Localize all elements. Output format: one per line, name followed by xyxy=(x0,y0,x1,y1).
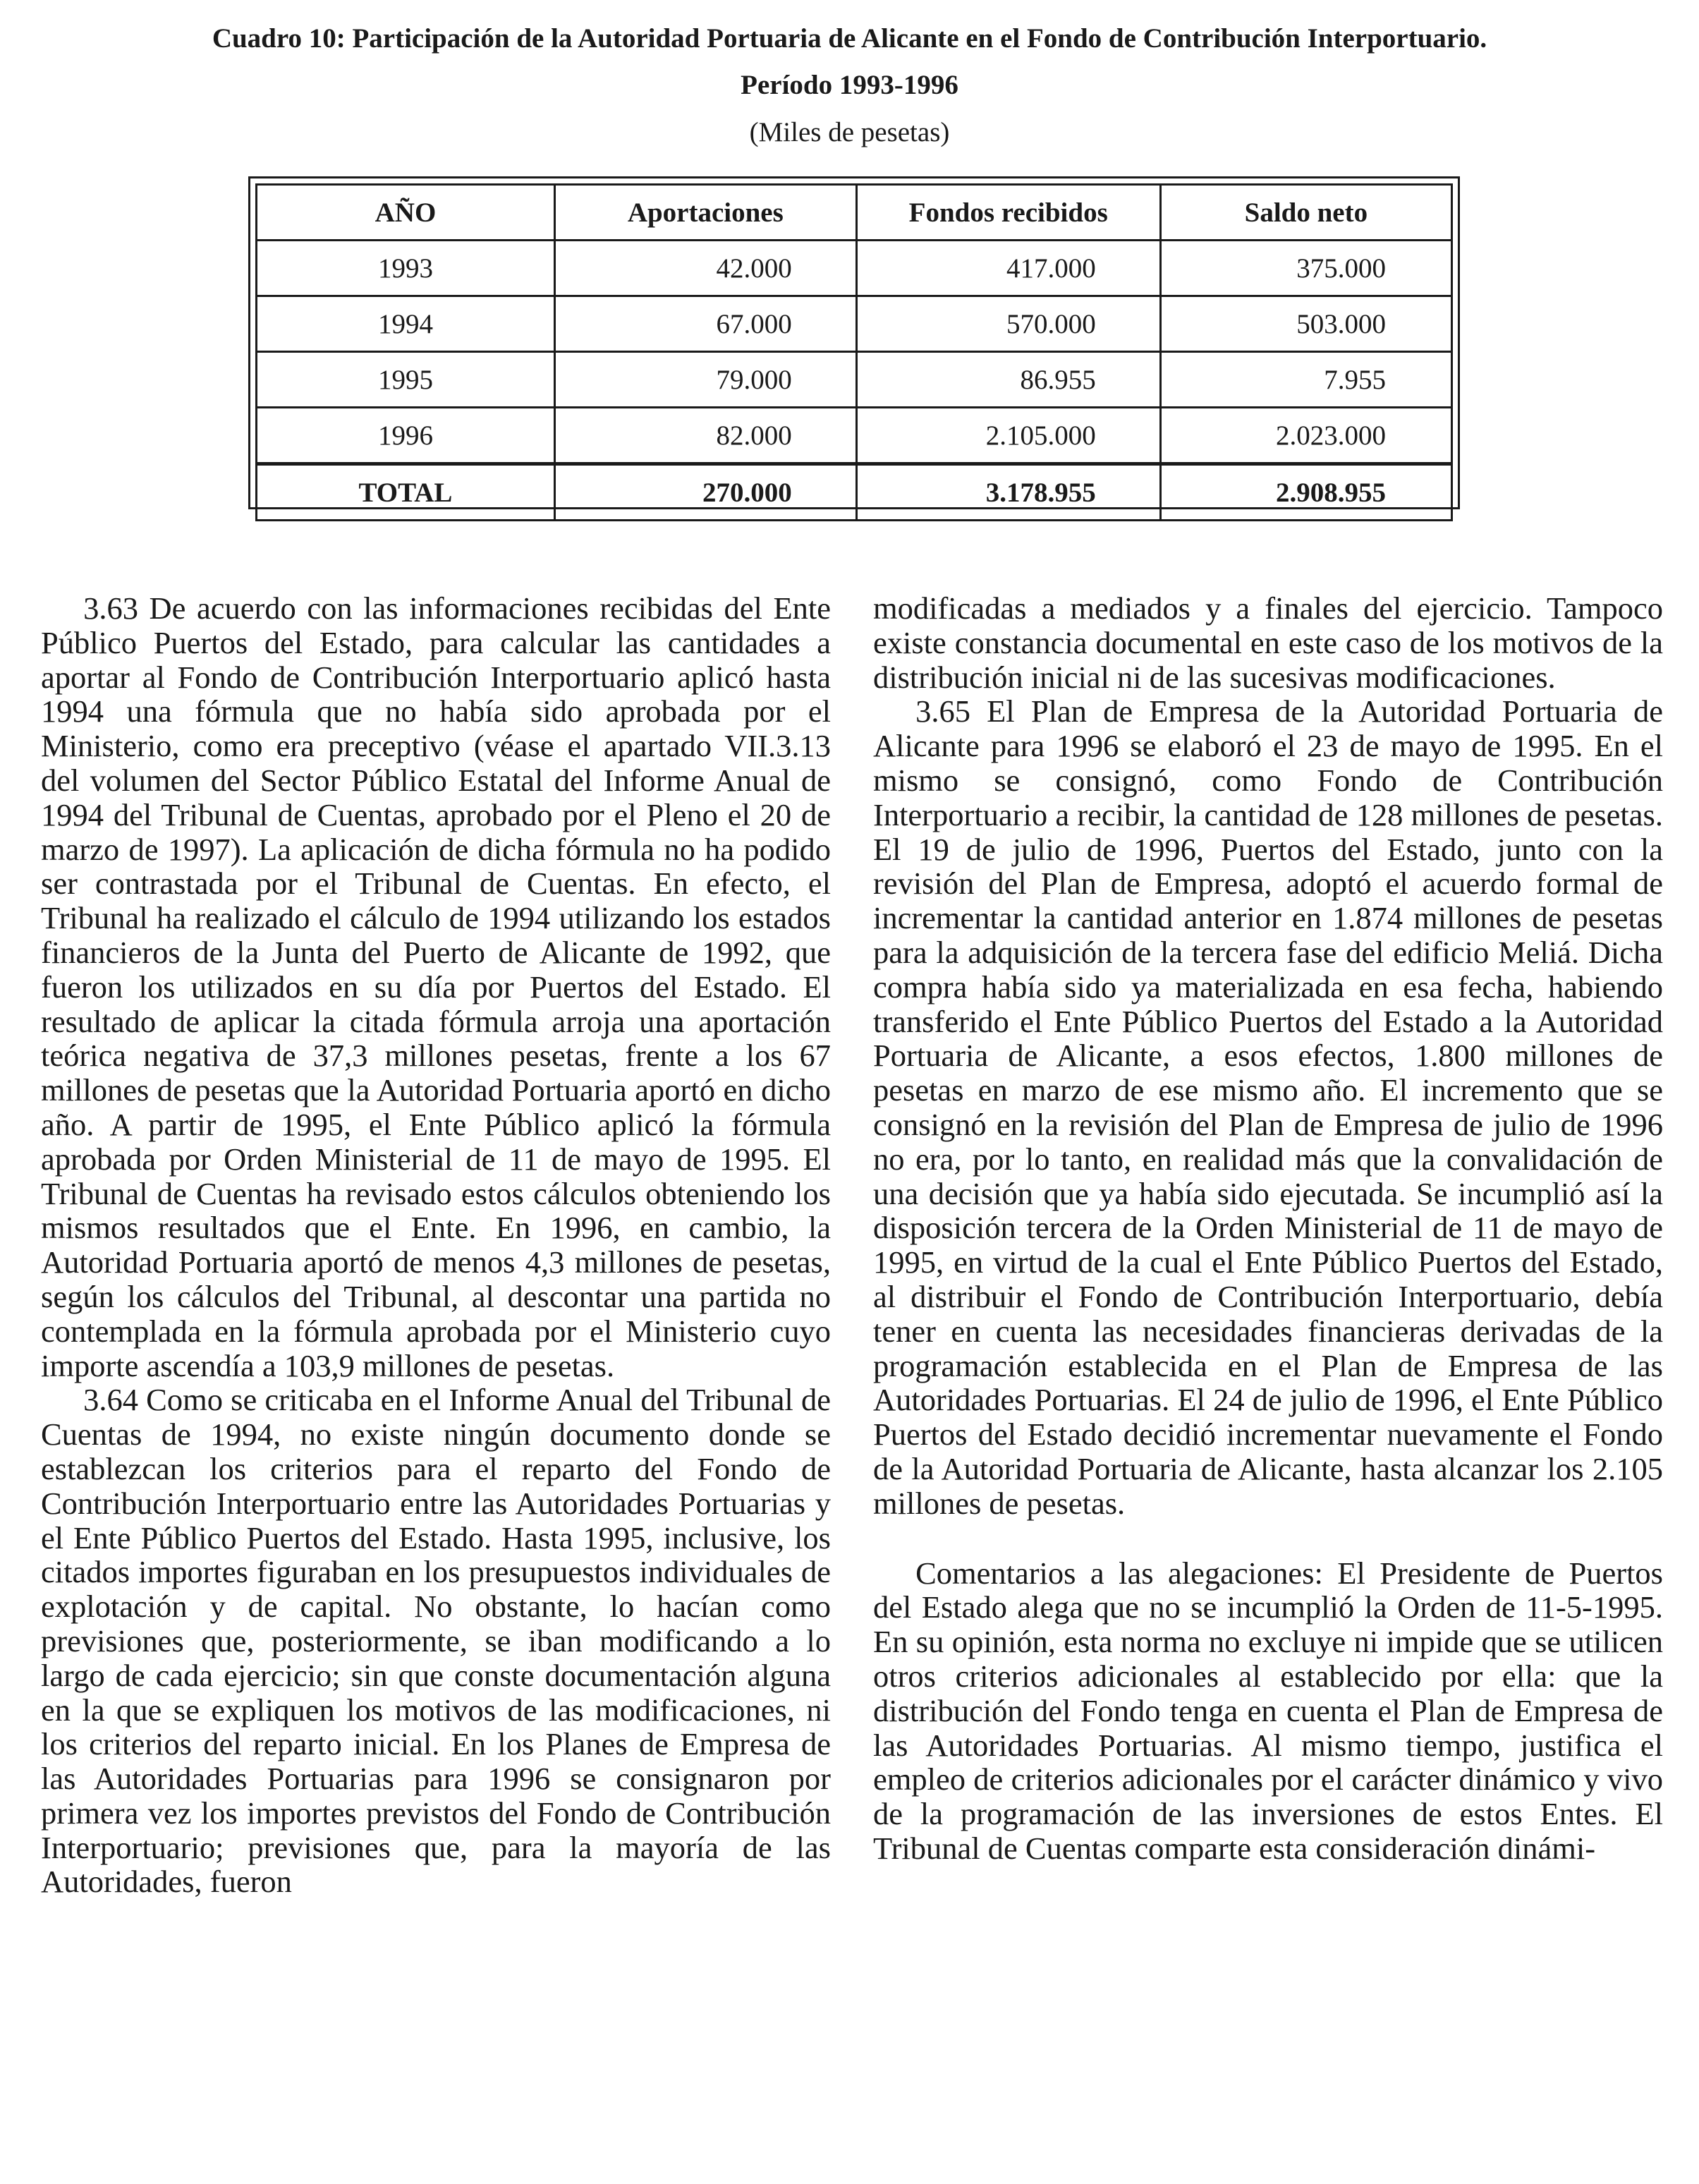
table-period: Período 1993-1996 xyxy=(741,70,958,100)
column-header: Aportaciones xyxy=(554,185,856,241)
saldo-neto-cell: 7.955 xyxy=(1160,352,1451,408)
saldo-neto-cell: 375.000 xyxy=(1160,241,1451,296)
fondos-recibidos-cell: 417.000 xyxy=(856,241,1160,296)
table-total-row xyxy=(257,464,1452,521)
total-fondos-recibidos-cell: 3.178.955 xyxy=(856,464,1160,521)
saldo-neto-cell: 2.023.000 xyxy=(1160,408,1451,464)
aportaciones-cell: 79.000 xyxy=(554,352,856,408)
table-row xyxy=(257,296,1452,352)
fondos-recibidos-cell: 86.955 xyxy=(856,352,1160,408)
aportaciones-cell: 82.000 xyxy=(554,408,856,464)
paragraph-3-65: 3.65 El Plan de Empresa de la Autoridad Portuaria de Alicante para 1996 se elaboró el 23 de mayo de 1995. En el mismo se consignó, como Fondo de Contribución Interportuario a recibir, la cantidad de 128 millones de pesetas. El 19 de julio de 1996, Puertos del Estado, junto con la revisión del Plan de Empresa, adoptó el acuerdo formal de incrementar la cantidad anterior en 1.874 millones de pesetas para la adquisición de la tercera fase del edificio Meliá. Dicha compra había sido ya materializada en esa fecha, habiendo transferido el Ente Público Puertos del Estado a la Autoridad Portuaria de Alicante, a esos efectos, 1.800 millones de pesetas en marzo de ese mismo año. El incremento que se consignó en la revisión del Plan de Empresa de julio de 1996 no era, por lo tanto, en realidad más que la convalidación de una decisión que ya había sido ejecutada. Se incumplió así la disposición tercera de la Orden Ministerial de 11 de mayo de 1995, en virtud de la cual el Ente Público Puertos del Estado, al distribuir el Fondo de Contribución Interportuario, debía tener en cuenta las necesidades financieras derivadas de la programación establecida en el Plan de Empresa de las Autoridades Portuarias. El 24 de julio de 1996, el Ente Público Puertos del Estado decidió incrementar nuevamente el Fondo de la Autoridad Portuaria de Alicante, hasta alcanzar los 2.105 millones de pesetas. xyxy=(873,693,1663,1521)
data-table xyxy=(255,183,1453,521)
column-header: Saldo neto xyxy=(1160,185,1451,241)
aportaciones-cell: 67.000 xyxy=(554,296,856,352)
total-label-cell: TOTAL xyxy=(257,464,555,521)
text-column-left xyxy=(41,591,831,1899)
paragraph-comentarios: Comentarios a las alegaciones: El Presidente de Puertos del Estado alega que no se incumplió la Orden de 11-5-1995. En su opinión, esta norma no excluye ni impide que se utilicen otros criterios adicionales al establecido por ella: que la distribución del Fondo tenga en cuenta el Plan de Empresa de las Autoridades Portuarias. Al mismo tiempo, justifica el empleo de criterios adicionales por el carácter dinámico y vivo de la programación de las inversiones de estos Entes. El Tribunal de Cuentas comparte esta consideración dinámi- xyxy=(873,1555,1663,1866)
table-row xyxy=(257,241,1452,296)
year-cell: 1993 xyxy=(257,241,555,296)
column-header: AÑO xyxy=(257,185,555,241)
year-cell: 1996 xyxy=(257,408,555,464)
table-header-row xyxy=(257,185,1452,241)
table-row xyxy=(257,408,1452,464)
data-table-frame xyxy=(248,176,1460,509)
table-row xyxy=(257,352,1452,408)
table-units: (Miles de pesetas) xyxy=(749,117,950,147)
text-column-right xyxy=(873,591,1663,1866)
year-cell: 1995 xyxy=(257,352,555,408)
paragraph-3-63: 3.63 De acuerdo con las informaciones recibidas del Ente Público Puertos del Estado, para calcular las cantidades a aportar al Fondo de Contribución Interportuario aplicó hasta 1994 una fórmula que no había sido aprobada por el Ministerio, como era preceptivo (véase el apartado VII.3.13 del volumen del Sector Público Estatal del Informe Anual de 1994 del Tribunal de Cuentas, aprobado por el Pleno el 20 de marzo de 1997). La aplicación de dicha fórmula no ha podido ser contrastada por el Tribunal de Cuentas. En efecto, el Tribunal ha realizado el cálculo de 1994 utilizando los estados financieros de la Junta del Puerto de Alicante de 1992, que fueron los utilizados en su día por Puertos del Estado. El resultado de aplicar la citada fórmula arroja una aportación teórica negativa de 37,3 millones pesetas, frente a los 67 millones de pesetas que la Autoridad Portuaria aportó en dicho año. A partir de 1995, el Ente Público aplicó la fórmula aprobada por Orden Ministerial de 11 de mayo de 1995. El Tribunal de Cuentas ha revisado estos cálculos obteniendo los mismos resultados que el Ente. En 1996, en cambio, la Autoridad Portuaria aportó de menos 4,3 millones de pesetas, según los cálculos del Tribunal, al descontar una partida no contemplada en la fórmula aprobada por el Ministerio cuyo importe ascendía a 103,9 millones de pesetas. xyxy=(41,590,831,1383)
table-title: Cuadro 10: Participación de la Autoridad Portuaria de Alicante en el Fondo de Contribución Interportuario. xyxy=(212,23,1487,54)
column-header: Fondos recibidos xyxy=(856,185,1160,241)
total-aportaciones-cell: 270.000 xyxy=(554,464,856,521)
fondos-recibidos-cell: 2.105.000 xyxy=(856,408,1160,464)
paragraph-3-64-continued: modificadas a mediados y a finales del ejercicio. Tampoco existe constancia documental en este caso de los motivos de la distribución inicial ni de las sucesivas modificaciones. xyxy=(873,590,1663,695)
paragraph-3-64: 3.64 Como se criticaba en el Informe Anual del Tribunal de Cuentas de 1994, no existe ningún documento donde se establezcan los criterios para el reparto del Fondo de Contribución Interportuario entre las Autoridades Portuarias y el Ente Público Puertos del Estado. Hasta 1995, inclusive, los citados importes figuraban en los presupuestos individuales de explotación y de capital. No obstante, lo hacían como previsiones que, posteriormente, se iban modificando a lo largo de cada ejercicio; sin que conste documentación alguna en la que se expliquen los motivos de las modificaciones, ni los criterios del reparto inicial. En los Planes de Empresa de las Autoridades Portuarias para 1996 se consignaron por primera vez los importes previstos del Fondo de Contribución Interportuario; previsiones que, para la mayoría de las Autoridades, fueron xyxy=(41,1382,831,1900)
aportaciones-cell: 42.000 xyxy=(554,241,856,296)
fondos-recibidos-cell: 570.000 xyxy=(856,296,1160,352)
saldo-neto-cell: 503.000 xyxy=(1160,296,1451,352)
year-cell: 1994 xyxy=(257,296,555,352)
total-saldo-neto-cell: 2.908.955 xyxy=(1160,464,1451,521)
